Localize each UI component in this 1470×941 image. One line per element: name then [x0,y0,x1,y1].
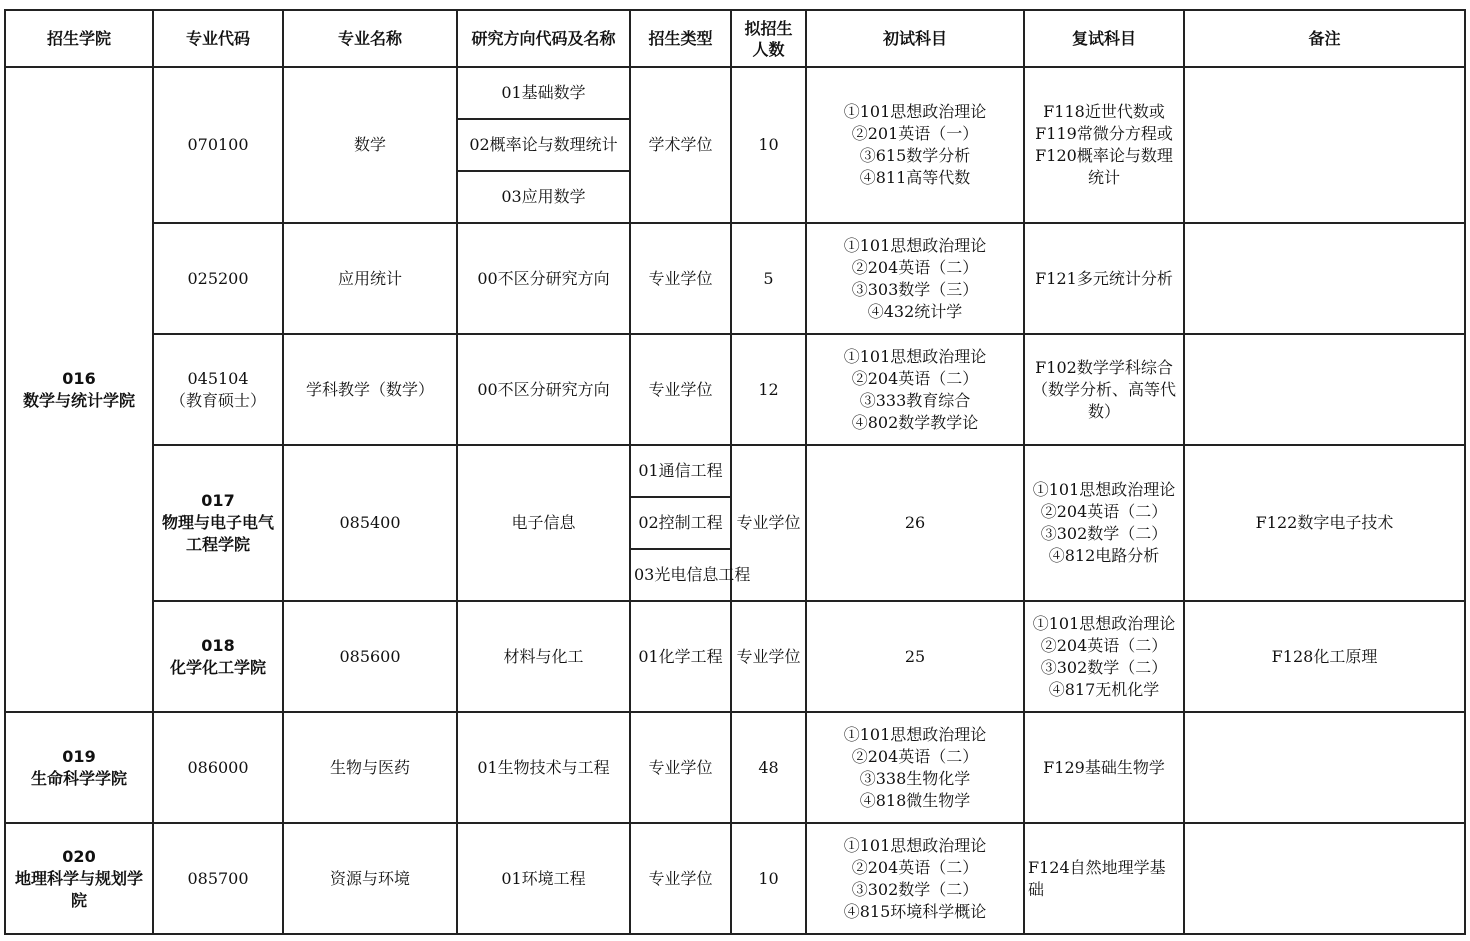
type-cell: 专业学位 [731,445,806,601]
major-name-cell: 数学 [283,67,457,223]
major-code-cell: 085600 [283,601,457,712]
direction-cell: 01环境工程 [457,823,630,934]
quota-cell: 10 [731,823,806,934]
retest-cell: F118近世代数或F119常微分方程或F120概率论与数理统计 [1024,67,1184,223]
type-cell: 专业学位 [630,823,731,934]
quota-cell: 48 [731,712,806,823]
table-row [5,67,1465,119]
major-code-cell: 045104 （教育硕士） [153,334,283,445]
major-name-cell: 电子信息 [457,445,630,601]
header-exam: 初试科目 [806,10,1024,67]
exam-cell: ①101思想政治理论 ②204英语（二） ③302数学（二） ④815环境科学概论 [806,823,1024,934]
major-code-cell: 025200 [153,223,283,334]
type-cell: 专业学位 [630,334,731,445]
table-row [5,445,1465,497]
retest-cell: F128化工原理 [1184,601,1465,712]
college-cell: 018 化学化工学院 [153,601,283,712]
major-code-cell: 070100 [153,67,283,223]
table-row [5,601,1465,712]
retest-cell: F129基础生物学 [1024,712,1184,823]
major-name-cell: 材料与化工 [457,601,630,712]
header-row [5,10,1465,67]
type-cell: 专业学位 [630,712,731,823]
header-major-code: 专业代码 [153,10,283,67]
retest-cell: F102数学学科综合（数学分析、高等代数） [1024,334,1184,445]
table-row [5,823,1465,934]
direction-cell: 01生物技术与工程 [457,712,630,823]
college-cell: 016 数学与统计学院 [5,67,153,712]
type-cell: 专业学位 [630,223,731,334]
type-cell: 专业学位 [731,601,806,712]
exam-cell: ①101思想政治理论 ②204英语（二） ③303数学（三） ④432统计学 [806,223,1024,334]
exam-cell: ①101思想政治理论 ②204英语（二） ③302数学（二） ④817无机化学 [1024,601,1184,712]
remark-cell [1184,67,1465,223]
major-name-cell: 应用统计 [283,223,457,334]
direction-cell: 02控制工程 [630,497,731,549]
admissions-table [4,9,1466,935]
quota-cell: 10 [731,67,806,223]
direction-cell: 03应用数学 [457,171,630,223]
retest-cell: F122数字电子技术 [1184,445,1465,601]
direction-cell: 00不区分研究方向 [457,223,630,334]
remark-cell [1184,334,1465,445]
header-college: 招生学院 [5,10,153,67]
quota-cell: 12 [731,334,806,445]
table-row [5,334,1465,445]
header-major-name: 专业名称 [283,10,457,67]
header-quota: 拟招生人数 [731,10,806,67]
major-name-cell: 学科教学（数学） [283,334,457,445]
quota-cell: 25 [806,601,1024,712]
header-retest: 复试科目 [1024,10,1184,67]
direction-cell: 01基础数学 [457,67,630,119]
remark-cell [1184,823,1465,934]
header-remark: 备注 [1184,10,1465,67]
quota-cell: 26 [806,445,1024,601]
retest-cell: F124自然地理学基础 [1024,823,1184,934]
retest-cell: F121多元统计分析 [1024,223,1184,334]
major-name-cell: 生物与医药 [283,712,457,823]
type-cell: 学术学位 [630,67,731,223]
table-row [5,712,1465,823]
quota-cell: 5 [731,223,806,334]
exam-cell: ①101思想政治理论 ②204英语（二） ③333教育综合 ④802数学教学论 [806,334,1024,445]
direction-cell: 02概率论与数理统计 [457,119,630,171]
college-cell: 017 物理与电子电气工程学院 [153,445,283,601]
exam-cell: ①101思想政治理论 ②204英语（二） ③338生物化学 ④818微生物学 [806,712,1024,823]
direction-cell: 00不区分研究方向 [457,334,630,445]
major-code-cell: 085400 [283,445,457,601]
exam-cell: ①101思想政治理论 ②201英语（一） ③615数学分析 ④811高等代数 [806,67,1024,223]
remark-cell [1184,223,1465,334]
college-cell: 020 地理科学与规划学院 [5,823,153,934]
direction-cell: 01化学工程 [630,601,731,712]
college-cell: 019 生命科学学院 [5,712,153,823]
header-direction: 研究方向代码及名称 [457,10,630,67]
table-row [5,223,1465,334]
header-type: 招生类型 [630,10,731,67]
major-code-cell: 086000 [153,712,283,823]
direction-cell: 03光电信息工程 [630,549,731,601]
major-code-cell: 085700 [153,823,283,934]
remark-cell [1184,712,1465,823]
direction-cell: 01通信工程 [630,445,731,497]
major-name-cell: 资源与环境 [283,823,457,934]
exam-cell: ①101思想政治理论 ②204英语（二） ③302数学（二） ④812电路分析 [1024,445,1184,601]
